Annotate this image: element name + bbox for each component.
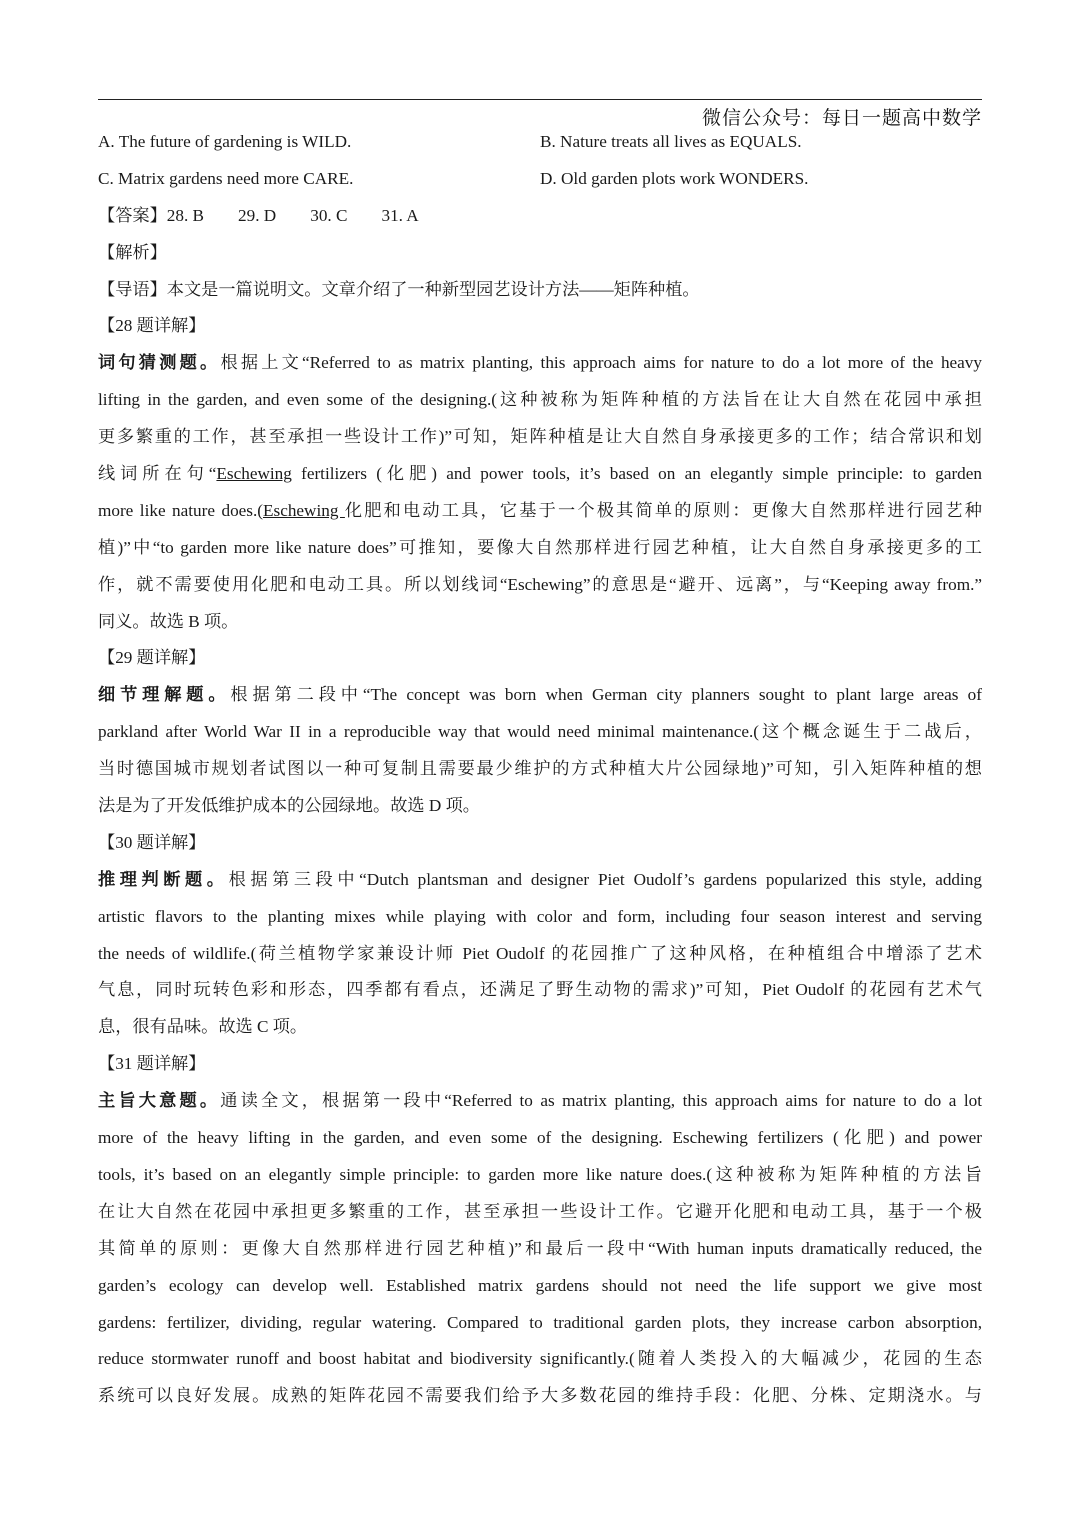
- q31-line: tools, it’s based on an elegantly simple principle: to garden more like nature does.(这种被称为矩阵种植的方法旨: [98, 1164, 982, 1184]
- q29-line: [98, 677, 982, 714]
- q28-line: 作，就不需要使用化肥和电动工具。所以划线词“Eschewing”的意思是“避开、远离”，与“Keeping away from.”: [98, 574, 982, 594]
- q28-text: 线词所在句“: [98, 464, 217, 484]
- q29-line: 法是为了开发低维护成本的公园绿地。故选 D 项。: [98, 796, 480, 816]
- q28-text: 化肥和电动工具，它基于一个极其简单的原则：更像大自然那样进行园艺种: [344, 500, 982, 520]
- q29-line: parkland after World War II in a reproducible way that would need minimal maintenance.(这个概念诞生于二战后，: [98, 722, 982, 742]
- answer-item: 30. C: [310, 205, 348, 225]
- q31-line: 在让大自然在花园中承担更多繁重的工作，甚至承担一些设计工作。它避开化肥和电动工具，基于一个极: [98, 1201, 982, 1221]
- option-c: C. Matrix gardens need more CARE.: [98, 168, 354, 188]
- underlined-word: Eschewing: [216, 464, 292, 484]
- q28-type: 词句猜测题。: [98, 353, 221, 373]
- q28-header: 【28 题详解】: [98, 316, 206, 336]
- underlined-word: Eschewing: [263, 500, 345, 520]
- q28-line: 同义。故选 B 项。: [98, 611, 239, 631]
- q31-line: [98, 1083, 982, 1120]
- analysis-label: 【解析】: [98, 242, 167, 262]
- answer-item: 28. B: [166, 205, 205, 225]
- q28-line: [98, 493, 982, 530]
- q30-line: artistic flavors to the planting mixes while playing with color and form, including four season interest and serving: [98, 906, 982, 926]
- document-body: [98, 124, 982, 1415]
- answer-line: [98, 198, 982, 235]
- q30-type: 推理判断题。: [98, 869, 229, 889]
- option-d: D. Old garden plots work WONDERS.: [540, 168, 809, 188]
- q29-line: 当时德国城市规划者试图以一种可复制且需要最少维护的方式种植大片公园绿地)”可知，引入矩阵种植的想: [98, 759, 982, 779]
- q30-line: [98, 862, 982, 899]
- q30-line: 息，很有品味。故选 C 项。: [98, 1017, 308, 1037]
- q28-line: lifting in the garden, and even some of the designing.(这种被称为矩阵种植的方法旨在让大自然在花园中承担: [98, 390, 982, 410]
- q31-line: reduce stormwater runoff and boost habitat and biodiversity significantly.(随着人类投入的大幅减少，花园的生态: [98, 1349, 982, 1369]
- answer-item: 29. D: [238, 205, 277, 225]
- q31-line: 系统可以良好发展。成熟的矩阵花园不需要我们给予大多数花园的维持手段：化肥、分株、定期浇水。与: [98, 1386, 982, 1406]
- options-row-2: [98, 161, 982, 198]
- header-rule: [98, 99, 982, 100]
- q28-line: [98, 345, 982, 382]
- q30-text: 根据第三段中“Dutch plantsman and designer Piet Oudolf’s gardens popularized this style, adding: [228, 869, 982, 889]
- option-a: A. The future of gardening is WILD.: [98, 132, 352, 151]
- answer-item: 31. A: [381, 205, 419, 225]
- q30-header: 【30 题详解】: [98, 832, 206, 852]
- q30-line: 气息，同时玩转色彩和形态，四季都有看点，还满足了野生动物的需求)”可知，Piet Oudolf 的花园有艺术气: [98, 980, 982, 1000]
- q31-line: garden’s ecology can develop well. Established matrix gardens should not need the life support we give most: [98, 1275, 982, 1295]
- q29-text: 根据第二段中“The concept was born when German city planners sought to plant large areas of: [230, 685, 982, 705]
- q29-header: 【29 题详解】: [98, 648, 206, 668]
- option-b: B. Nature treats all lives as EQUALS.: [540, 132, 802, 151]
- q28-text: more like nature does.(: [98, 500, 263, 520]
- q31-line: gardens: fertilizer, dividing, regular watering. Compared to traditional garden plots, they increase carbon absorption,: [98, 1312, 982, 1332]
- q28-text: 根据上文“Referred to as matrix planting, this approach aims for nature to do a lot more of the heavy: [220, 353, 982, 373]
- q31-line: 其简单的原则：更像大自然那样进行园艺种植)”和最后一段中“With human inputs dramatically reduced, the: [98, 1238, 982, 1258]
- answer-label: 【答案】: [98, 205, 167, 225]
- q31-header: 【31 题详解】: [98, 1054, 206, 1074]
- q30-line: the needs of wildlife.(荷兰植物学家兼设计师 Piet Oudolf 的花园推广了这种风格，在种植组合中增添了艺术: [98, 943, 982, 963]
- q31-text: 通读全文，根据第一段中“Referred to as matrix planting, this approach aims for nature to do a lot: [220, 1091, 982, 1111]
- intro-text: 【导语】本文是一篇说明文。文章介绍了一种新型园艺设计方法——矩阵种植。: [98, 279, 700, 299]
- q28-line: 更多繁重的工作，甚至承担一些设计工作)”可知，矩阵种植是让大自然自身承接更多的工作；结合常识和划: [98, 427, 982, 447]
- options-row-1: [98, 124, 982, 161]
- q28-text: fertilizers (化肥) and power tools, it’s based on an elegantly simple principle: to garden: [291, 464, 982, 484]
- q29-type: 细节理解题。: [98, 685, 231, 705]
- q28-line: 植)”中“to garden more like nature does”可推知，要像大自然那样进行园艺种植，让大自然自身承接更多的工: [98, 537, 982, 557]
- q31-line: more of the heavy lifting in the garden, and even some of the designing. Eschewing fertilizers (化肥) and power: [98, 1128, 982, 1148]
- q31-type: 主旨大意题。: [98, 1091, 221, 1111]
- watermark-text: 微信公众号：每日一题高中数学: [701, 107, 982, 129]
- q28-line: [98, 456, 982, 493]
